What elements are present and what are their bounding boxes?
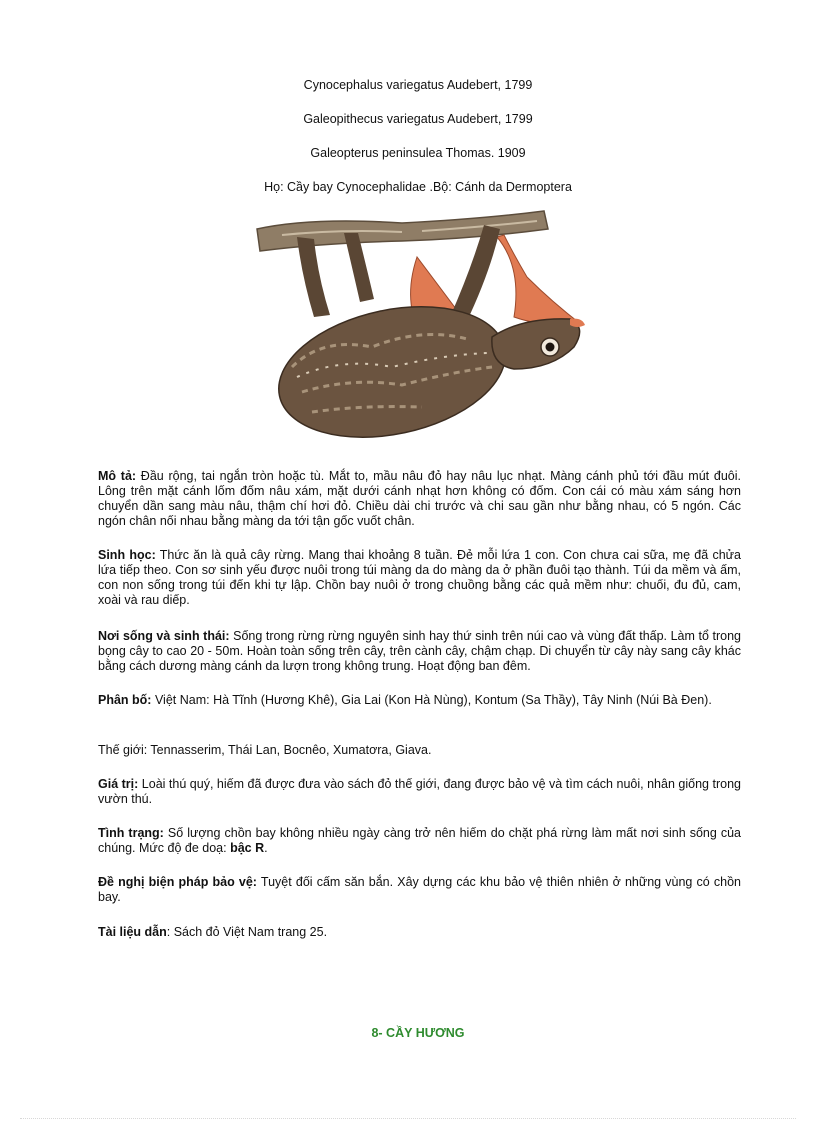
- threat-status: bậc R: [230, 841, 265, 855]
- section-tinh-trang: [98, 826, 741, 856]
- section-phan-bo: [98, 693, 741, 708]
- flying-lemur-illustration: [252, 207, 592, 447]
- page-divider: [20, 1118, 796, 1119]
- section-noi-song: [98, 629, 741, 674]
- section-label: Tình trạng:: [98, 826, 164, 840]
- classification: Họ: Cầy bay Cynocephalidae .Bộ: Cánh da Dermoptera: [264, 180, 572, 194]
- section-the-gioi: [98, 743, 741, 758]
- section-text: Loài thú quý, hiếm đã được đưa vào sách đỏ thế giới, đang được bảo vệ và tìm cách nuôi, nhân giống trong vườn thú.: [98, 777, 741, 806]
- section-end: .: [264, 841, 268, 855]
- section-label: Nơi sống và sinh thái:: [98, 629, 230, 643]
- section-de-nghi: [98, 875, 741, 905]
- section-label: Giá trị:: [98, 777, 139, 791]
- synonym-3: Galeopterus peninsulea Thomas. 1909: [310, 146, 526, 160]
- synonym-2: Galeopithecus variegatus Audebert, 1799: [303, 112, 533, 126]
- section-text: Tuyệt đối cấm săn bắn. Xây dựng các khu bảo vệ thiên nhiên ở những vùng có chồn bay.: [98, 875, 742, 904]
- section-text: Sống trong rừng rừng nguyên sinh hay thứ sinh trên núi cao và vùng đất thấp. Làm tổ trong bọng cây to cao 20 - 50m. Hoàn toàn sống trên cây, trên cành cây, chậm chạp. Di chuyển từ cây này sang cây khác bằng cách dương màng cánh da lượn trong không trung. Hoạt động ban đêm.: [98, 629, 741, 673]
- synonym-1: Cynocephalus variegatus Audebert, 1799: [303, 78, 533, 92]
- section-sinh-hoc: [98, 548, 741, 608]
- section-text: Số lượng chồn bay không nhiều ngày càng trở nên hiếm do chặt phá rừng làm mất nơi sinh sống của chúng. Mức độ đe doạ:: [98, 826, 742, 855]
- section-text: : Sách đỏ Việt Nam trang 25.: [166, 925, 328, 939]
- section-text: Thế giới: Tennasserim, Thái Lan, Bocnêo, Xumatơra, Giava.: [98, 743, 432, 757]
- section-label: Đề nghị biện pháp bảo vệ:: [98, 875, 257, 889]
- section-label: Mô tả:: [98, 469, 137, 483]
- section-mo-ta: [98, 469, 741, 529]
- section-gia-tri: [98, 777, 741, 807]
- section-label: Tài liệu dẫn: [98, 925, 167, 939]
- section-label: Phân bố:: [98, 693, 152, 707]
- section-text: Việt Nam: Hà Tĩnh (Hương Khê), Gia Lai (Kon Hà Nùng), Kontum (Sa Thầy), Tây Ninh (Núi Bà Đen).: [151, 693, 712, 707]
- section-label: Sinh học:: [98, 548, 156, 562]
- next-section-heading: 8- CẦY HƯƠNG: [371, 1026, 465, 1040]
- section-text: Thức ăn là quả cây rừng. Mang thai khoảng 8 tuần. Đẻ mỗi lứa 1 con. Con chưa cai sữa, mẹ đã chửa lứa tiếp theo. Con sơ sinh yếu được nuôi trong túi màng da do màng da ở phần đuôi tạo thành. Túi da mềm và ấm, con non sống trong túi đến khi tự lập. Chồn bay nuôi ở trong chuồng bằng các quả mềm như: chuối, đu đủ, cam, xoài và rau diếp.: [98, 548, 741, 607]
- section-text: Đầu rộng, tai ngắn tròn hoặc tù. Mắt to, mầu nâu đỏ hay nâu lục nhạt. Màng cánh phủ tới đầu mút đuôi. Lông trên mặt cánh lốm đốm nâu xám, mặt dưới cánh nhạt hơn không có đốm. Con cái có màu xám sáng hơn chuyển dần sang màu nâu, thậm chí hơi đỏ. Chiều dài chi trước và chi sau gần như bằng nhau, có 5 ngón. Các ngón chân nối nhau bằng màng da tới tận gốc vuốt chân.: [98, 469, 741, 528]
- section-tai-lieu: [98, 925, 741, 940]
